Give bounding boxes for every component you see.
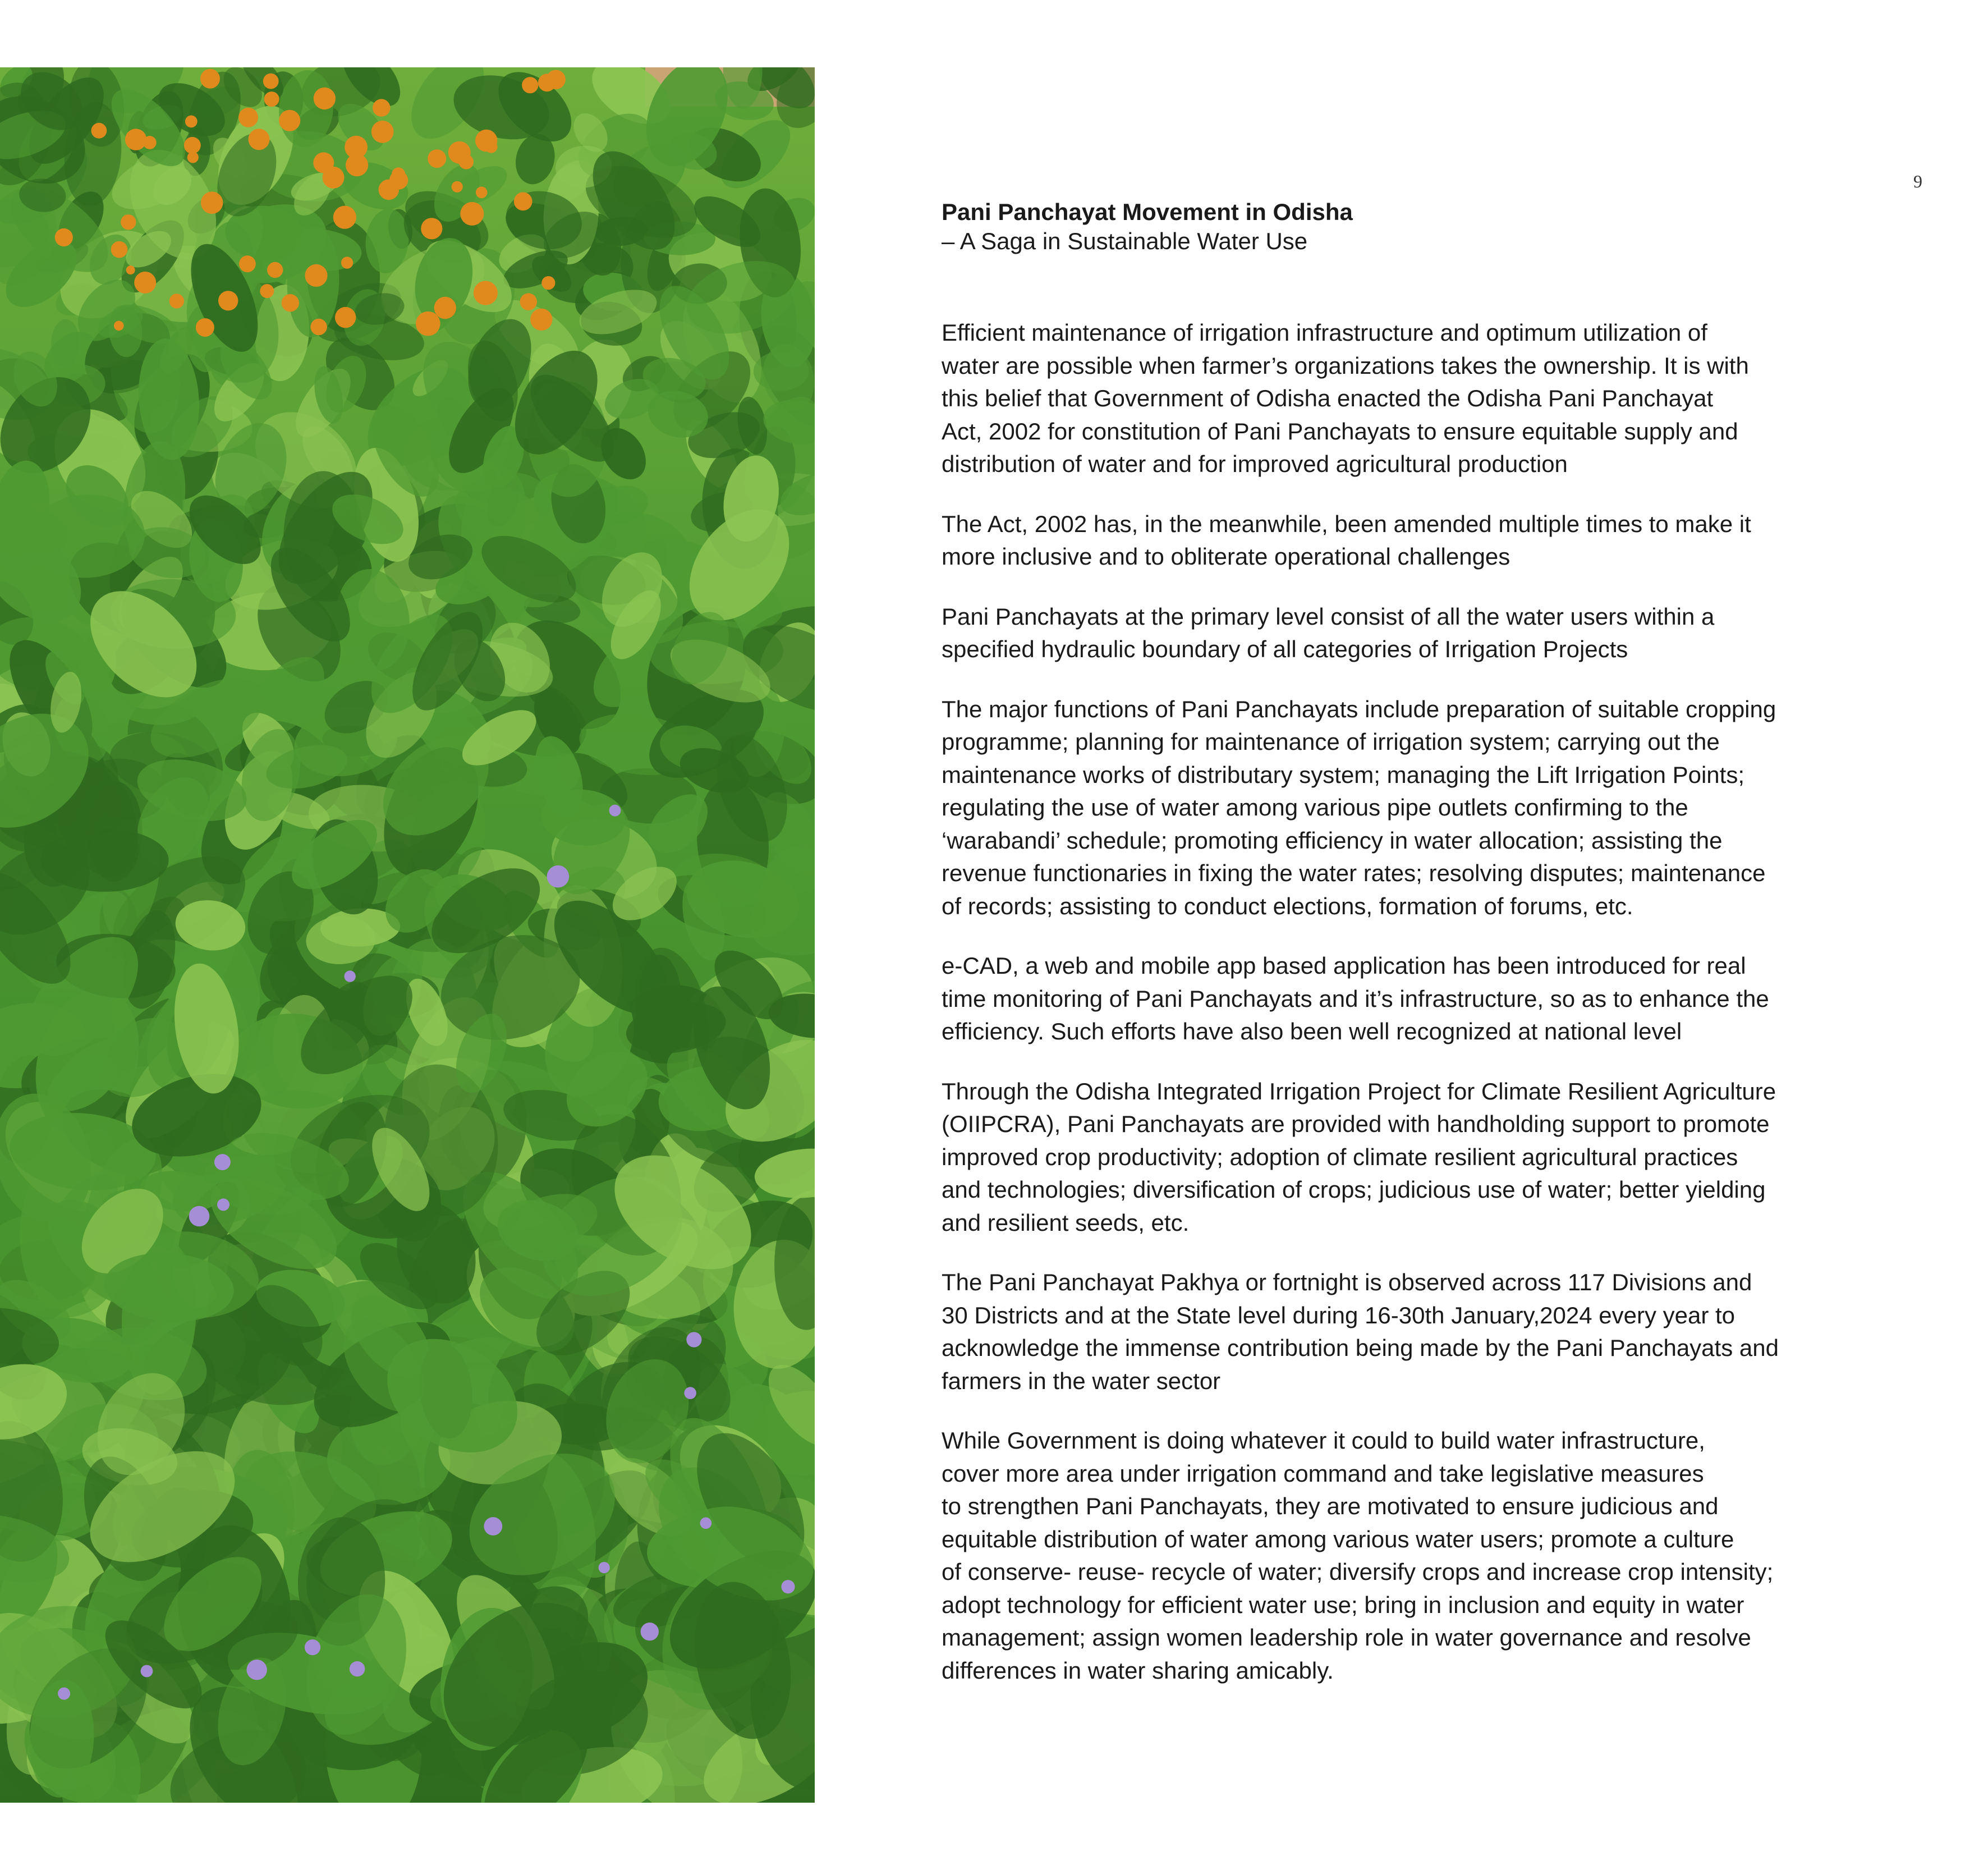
brinjal-flower [350,1661,365,1676]
marigold-flower [514,193,532,211]
article [942,198,1817,1714]
brinjal-flower [686,1332,701,1347]
article-paragraph: Through the Odisha Integrated Irrigation Project for Climate Resilient Agriculture (OIIPCRA), Pani Panchayats are provided with handholding support to promote improved crop productivity; adoption of climate resilient agricultural practices and technologies; diversification of crops; judicious use of water; better yielding and resilient seeds, etc. [942,1078,1776,1236]
marigold-flower [55,228,73,246]
article-paragraph: While Government is doing whatever it could to build water infrastructure, cover more area under irrigation command and take legislative measures to strengthen Pani Panchayats, they are motivated to ensure judicious and equitable distribution of water among various water users; promote a culture of conserve- reuse- recycle of water; diversify crops and increase crop intensity; adopt technology for efficient water use; bring in inclusion and equity in water management; assign women leadership role in water governance and resolve differences in water sharing amicably. [942,1427,1774,1684]
marigold-flower [371,121,394,143]
brinjal-flower [345,970,356,982]
marigold-flower [323,167,345,189]
marigold-flower [314,88,336,109]
marigold-flower [111,241,128,258]
article-paragraph: e-CAD, a web and mobile app based application has been introduced for real time monitoring of Pani Panchayats and it’s infrastructure, so as to enhance the efficiency. Such efforts have also been well recognized at national level [942,952,1769,1044]
marigold-flower [187,152,199,163]
brinjal-flower [58,1688,70,1700]
brinjal-flower [781,1580,795,1593]
marigold-flower [184,137,201,154]
marigold-flower [428,149,446,168]
article-subtitle: – A Saga in Sustainable Water Use [942,228,1308,254]
marigold-flower [474,281,498,305]
marigold-flower [530,309,552,331]
marigold-flower [373,99,390,116]
article-paragraph: The Act, 2002 has, in the meanwhile, been amended multiple times to make it more inclusive and to obliterate operational challenges [942,510,1751,570]
marigold-flower [448,141,471,164]
marigold-flower [260,284,274,298]
marigold-flower [264,91,279,107]
brinjal-flower [609,805,621,817]
brinjal-flower [189,1206,210,1227]
marigold-flower [305,264,327,287]
marigold-flower [310,319,327,335]
brinjal-flower [700,1518,712,1529]
marigold-flower [460,202,484,226]
brinjal-flower [247,1660,267,1680]
marigold-flower [134,272,156,294]
article-paragraph: Pani Panchayats at the primary level consist of all the water users within a specified hydraulic boundary of all categories of Irrigation Projects [942,603,1715,662]
marigold-flower [263,74,279,89]
marigold-flower [434,297,456,319]
marigold-flower [452,181,463,193]
brinjal-flower [641,1623,659,1640]
brinjal-flower [484,1517,502,1536]
marigold-flower [249,129,270,150]
marigold-flower [421,218,442,239]
marigold-flower [121,214,136,230]
marigold-flower [475,130,497,152]
article-paragraph: The major functions of Pani Panchayats include preparation of suitable cropping programme; planning for maintenance of irrigation system; carrying out the maintenance works of distributary system; managing the Lift Irrigation Points; regulating the use of water among various pipe outlets confirming to the ‘warabandi’ schedule; promoting efficiency in water allocation; assisting the revenue functionaries in fixing the water rates; resolving disputes; maintenance of records; assisting to conduct elections, formation of forums, etc. [942,695,1776,919]
field-photo [0,67,815,1803]
article-title: Pani Panchayat Movement in Odisha [942,199,1353,225]
marigold-flower [282,294,299,311]
marigold-flower [238,108,258,127]
page-number: 9 [1913,171,1922,191]
marigold-flower [91,123,107,139]
marigold-flower [267,262,283,278]
marigold-flower [341,256,353,268]
marigold-flower [476,187,488,199]
marigold-flower [201,191,223,214]
marigold-flower [333,206,356,229]
brinjal-flower [217,1198,229,1211]
brinjal-flower [684,1387,696,1399]
marigold-flower [196,318,214,337]
marigold-flower [114,321,124,331]
marigold-flower [126,265,135,274]
brinjal-flower [141,1665,153,1678]
marigold-flower [346,154,368,176]
marigold-flower [416,311,440,336]
marigold-flower [185,116,198,128]
marigold-flower [169,294,184,308]
marigold-flower [335,307,356,328]
marigold-flower [239,255,256,272]
marigold-flower [389,171,408,189]
marigold-flower [125,129,146,150]
marigold-flower [522,77,538,93]
marigold-flower [520,293,538,310]
brinjal-flower [214,1154,231,1170]
marigold-flower [541,276,555,290]
marigold-flower [279,110,300,131]
marigold-flower [218,291,238,310]
brinjal-flower [599,1562,610,1573]
article-paragraph: The Pani Panchayat Pakhya or fortnight is observed across 117 Divisions and 30 Districts and at the State level during 16-30th January,2024 every year to acknowledge the immense contribution being made by the Pani Panchayats and farmers in the water sector [942,1269,1779,1394]
marigold-flower [200,69,220,89]
vegetable-field-photo-icon [0,67,815,1803]
brinjal-flower [547,865,570,888]
article-paragraph: Efficient maintenance of irrigation infrastructure and optimum utilization of water are possible when farmer’s organizations takes the ownership. It is with this belief that Government of Odisha enacted the Odisha Pani Panchayat Act, 2002 for constitution of Pani Panchayats to ensure equitable supply and distribution of water and for improved agricultural production [942,319,1749,477]
marigold-flower [547,70,566,89]
brinjal-flower [305,1639,320,1655]
